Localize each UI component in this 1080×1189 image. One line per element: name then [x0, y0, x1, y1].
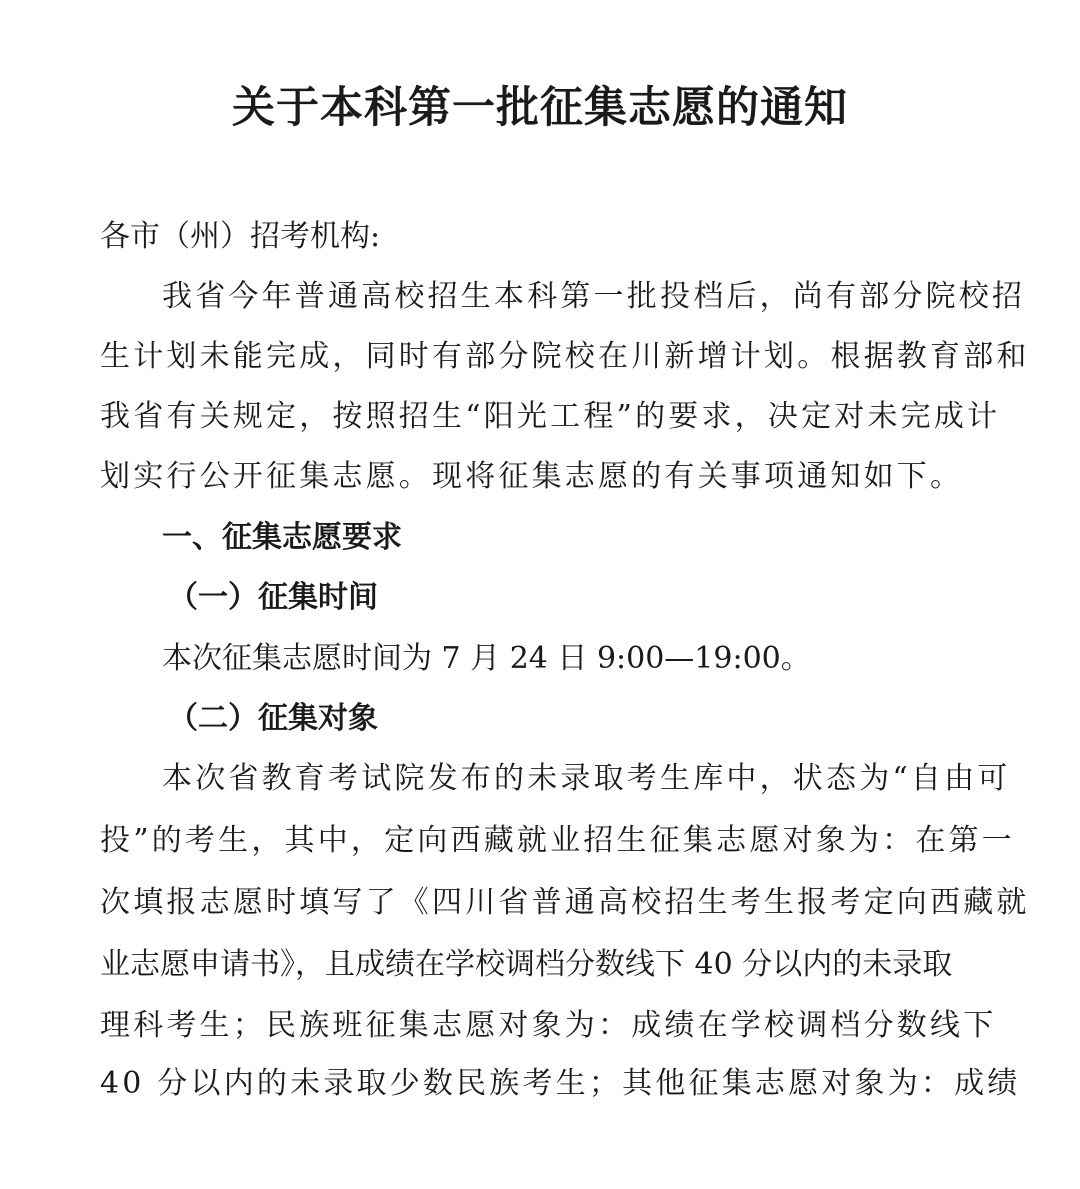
paragraph2-line: 次填报志愿时填写了《四川省普通高校招生考生报考定向西藏就: [100, 885, 1030, 920]
paragraph1-line: 划实行公开征集志愿。现将征集志愿的有关事项通知如下。: [100, 459, 964, 494]
subsection-heading-target: （二）征集对象: [168, 701, 378, 736]
paragraph2-line: 40 分以内的未录取少数民族考生；其他征集志愿对象为：成绩: [100, 1066, 1021, 1101]
paragraph2-line: 本次省教育考试院发布的未录取考生库中，状态为“自由可: [162, 761, 1011, 796]
paragraph2-line: 业志愿申请书》，且成绩在学校调档分数线下 40 分以内的未录取: [100, 947, 953, 982]
salutation: 各市（州）招考机构:: [100, 219, 381, 254]
paragraph1-line: 生计划未能完成，同时有部分院校在川新增计划。根据教育部和: [100, 339, 1030, 374]
section-heading: 一、征集志愿要求: [162, 520, 402, 555]
paragraph2-line: 理科考生；民族班征集志愿对象为：成绩在学校调档分数线下: [100, 1008, 997, 1043]
paragraph2-line: 投”的考生，其中，定向西藏就业招生征集志愿对象为：在第一: [100, 823, 1015, 858]
paragraph1-line: 我省有关规定，按照招生“阳光工程”的要求，决定对未完成计: [100, 399, 1001, 434]
subsection-heading-time: （一）征集时间: [168, 580, 378, 615]
paragraph1-line: 我省今年普通高校招生本科第一批投档后，尚有部分院校招: [162, 279, 1026, 314]
collection-time-text: 本次征集志愿时间为 7 月 24 日 9:00—19:00。: [162, 641, 811, 676]
document-title: 关于本科第一批征集志愿的通知: [232, 83, 848, 133]
